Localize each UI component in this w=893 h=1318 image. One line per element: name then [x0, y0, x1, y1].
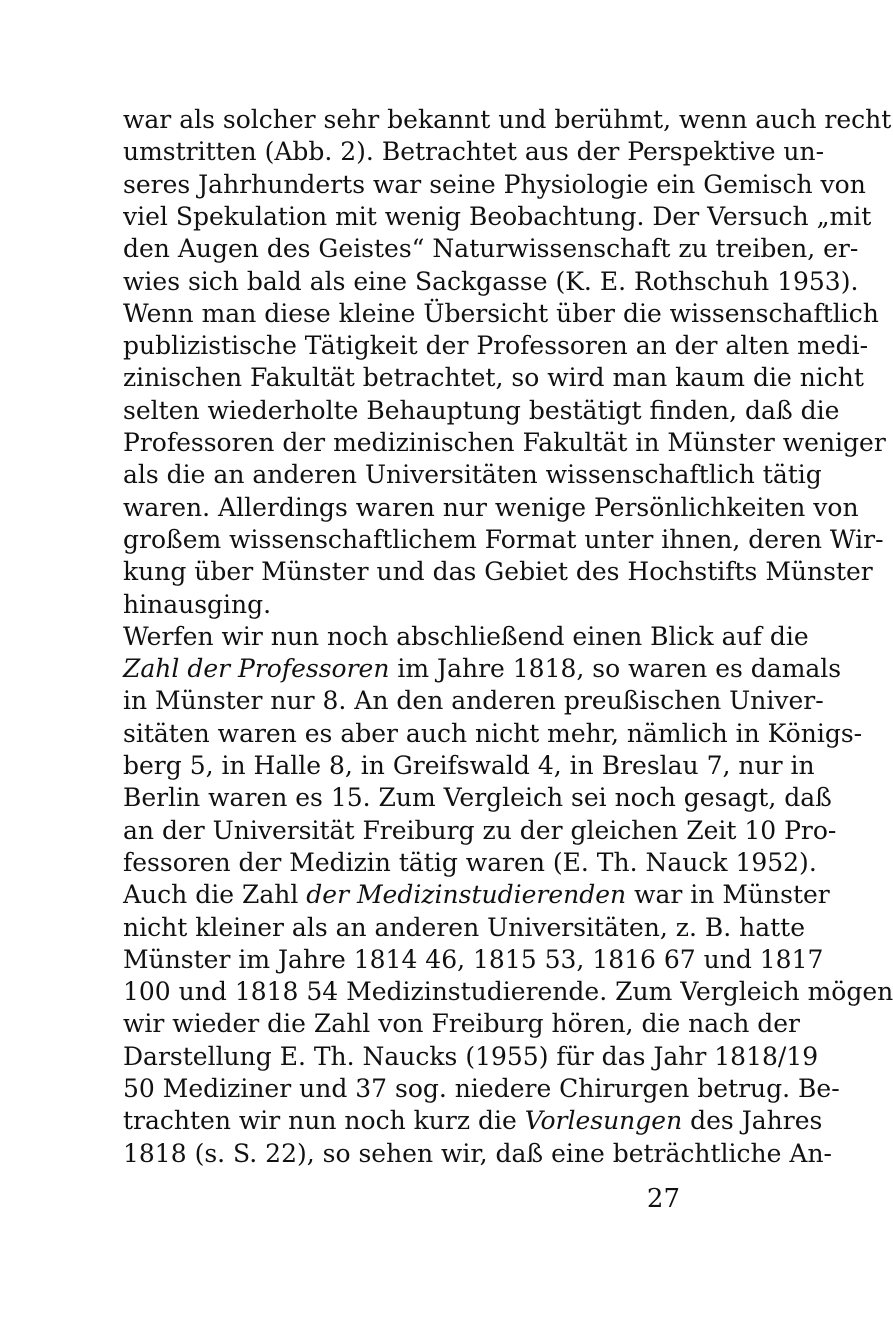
text-line: wies sich bald als eine Sackgasse (K. E. Rothschuh 1953).: [123, 266, 859, 296]
text-line: Berlin waren es 15. Zum Vergleich sei noch gesagt, daß: [123, 783, 832, 813]
text-line: 100 und 1818 54 Medizinstudierende. Zum Vergleich mögen: [123, 977, 893, 1007]
text-run: im Jahre 1818, so waren es damals: [389, 654, 842, 684]
emphasis-vorlesungen: Vorlesungen: [524, 1106, 683, 1136]
text-line: selten wiederholte Behauptung bestätigt finden, daß die: [123, 395, 840, 425]
text-line: publizistische Tätigkeit der Professoren an der alten medi-: [123, 331, 869, 361]
text-run: trachten wir nun noch kurz die: [123, 1106, 525, 1136]
text-line: wir wieder die Zahl von Freiburg hören, die nach der: [123, 1009, 800, 1039]
text-line: in Münster nur 8. An den anderen preußischen Univer-: [123, 686, 824, 716]
emphasis-der-medizinstudierenden: der Medizinstudierenden: [306, 880, 627, 910]
text-line: [123, 652, 842, 686]
text-line: waren. Allerdings waren nur wenige Persönlichkeiten von: [123, 492, 859, 522]
text-line: 50 Mediziner und 37 sog. niedere Chirurgen betrug. Be-: [123, 1074, 840, 1103]
text-run: Auch die Zahl: [123, 880, 307, 910]
text-line: 1818 (s. S. 22), so sehen wir, daß eine beträchtliche An-: [123, 1138, 832, 1168]
text-line: umstritten (Abb. 2). Betrachtet aus der Perspektive un-: [123, 137, 825, 167]
text-line: Professoren der medizinischen Fakultät in Münster weniger: [123, 428, 886, 457]
text-line: nicht kleiner als an anderen Universitäten, z. B. hatte: [123, 912, 806, 942]
text-line: kung über Münster und das Gebiet des Hochstifts Münster: [123, 557, 873, 587]
text-line: großem wissenschaftlichem Format unter ihnen, deren Wir-: [123, 524, 884, 554]
text-line: an der Universität Freiburg zu der gleichen Zeit 10 Pro-: [123, 815, 837, 845]
text-line: berg 5, in Halle 8, in Greifswald 4, in Breslau 7, nur in: [123, 751, 815, 780]
text-line: Wenn man diese kleine Übersicht über die wissenschaftlich: [123, 298, 879, 328]
text-line: [123, 1104, 823, 1138]
text-line: war als solcher sehr bekannt und berühmt, wenn auch recht: [123, 105, 892, 134]
text-line: viel Spekulation mit wenig Beobachtung. Der Versuch „mit: [123, 201, 872, 231]
text-run: war in Münster: [626, 880, 830, 910]
text-line: Darstellung E. Th. Naucks (1955) für das Jahr 1818/19: [123, 1041, 819, 1071]
text-line: [123, 878, 830, 912]
text-line: Münster im Jahre 1814 46, 1815 53, 1816 67 und 1817: [123, 944, 824, 974]
text-line: seres Jahrhunderts war seine Physiologie ein Gemisch von: [123, 169, 866, 199]
text-line: Werfen wir nun noch abschließend einen Blick auf die: [123, 621, 809, 651]
text-line: hinausging.: [123, 589, 272, 619]
text-line: fessoren der Medizin tätig waren (E. Th. Nauck 1952).: [123, 847, 817, 877]
text-line: als die an anderen Universitäten wissenschaftlich tätig: [123, 460, 822, 490]
emphasis-zahl-der-professoren: Zahl der Professoren: [123, 654, 390, 684]
text-line: den Augen des Geistes“ Naturwissenschaft zu treiben, er-: [123, 234, 859, 264]
text-run: des Jahres: [682, 1106, 823, 1136]
text-line: sitäten waren es aber auch nicht mehr, nämlich in Königs-: [123, 718, 863, 748]
page-number: 27: [646, 1183, 680, 1214]
text-line: zinischen Fakultät betrachtet, so wird man kaum die nicht: [123, 363, 864, 393]
